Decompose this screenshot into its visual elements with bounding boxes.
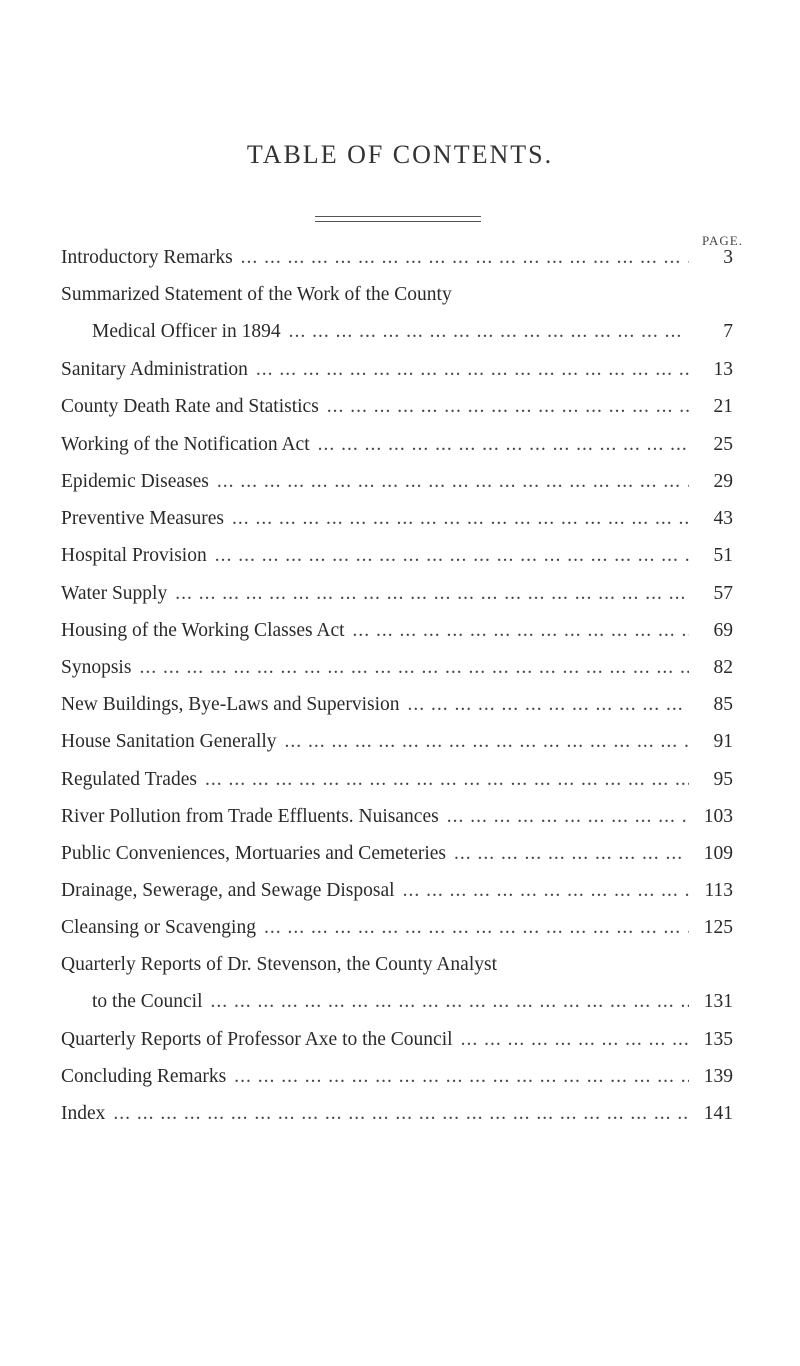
toc-entry[interactable] [61, 244, 733, 272]
toc-entry-page: 141 [703, 1103, 733, 1124]
toc-entry-label: Quarterly Reports of Dr. Stevenson, the County Analyst [61, 954, 497, 975]
toc-entry[interactable] [61, 1026, 733, 1054]
dot-leader [277, 728, 689, 756]
dot-leader [453, 1026, 689, 1054]
dot-leader [167, 580, 689, 608]
toc-entry-page: 135 [703, 1029, 733, 1050]
dot-leader [105, 1100, 689, 1128]
toc-entry-label: Summarized Statement of the Work of the County [61, 284, 452, 305]
toc-entry[interactable] [61, 728, 733, 756]
toc-entry-page: 91 [713, 731, 733, 752]
dot-leader [400, 691, 689, 719]
toc-entry-page: 51 [713, 545, 733, 566]
toc-entry-label: River Pollution from Trade Effluents. Nuisances [61, 806, 439, 827]
dot-leader [281, 318, 689, 346]
toc-entry-label: Working of the Notification Act [61, 434, 310, 455]
toc-entry-label: Quarterly Reports of Professor Axe to the Council [61, 1029, 453, 1050]
toc-entry-label: Hospital Provision [61, 545, 207, 566]
toc-entry[interactable] [61, 654, 733, 682]
toc-entry[interactable] [61, 580, 733, 608]
toc-entry-label: Introductory Remarks [61, 247, 233, 268]
page-column-header: PAGE. [701, 233, 743, 248]
toc-entry-label-continued: Medical Officer in 1894 [92, 321, 281, 342]
toc-entry[interactable] [61, 877, 733, 905]
toc-entry-page: 95 [713, 769, 733, 790]
toc-entry-label: Housing of the Working Classes Act [61, 620, 345, 641]
toc-entry[interactable] [61, 951, 733, 1016]
toc-entry-page: 57 [713, 583, 733, 604]
toc-entry[interactable] [61, 840, 733, 868]
dot-leader [345, 617, 689, 645]
toc-entry-label: Preventive Measures [61, 508, 224, 529]
dot-leader [248, 356, 689, 384]
toc-entry[interactable] [61, 542, 733, 570]
toc-entry-page: 109 [703, 843, 733, 864]
toc-entry[interactable] [61, 691, 733, 719]
toc-entry-label: Drainage, Sewerage, and Sewage Disposal [61, 880, 395, 901]
toc-entry-page: 3 [723, 247, 733, 268]
toc-entry[interactable] [61, 356, 733, 384]
dot-leader [197, 766, 689, 794]
dot-leader [209, 468, 689, 496]
title-rule-lower [315, 221, 481, 222]
dot-leader [310, 431, 689, 459]
toc-entry-page: 43 [713, 508, 733, 529]
dot-leader [203, 988, 690, 1016]
toc-entry[interactable] [61, 1100, 733, 1128]
toc-entry-page: 125 [703, 917, 733, 938]
toc-entry-page: 13 [713, 359, 733, 380]
toc-entry-label: Regulated Trades [61, 769, 197, 790]
toc-entry-page: 113 [704, 880, 733, 901]
toc-entry-label: Public Conveniences, Mortuaries and Cemeteries [61, 843, 447, 864]
dot-leader [226, 1063, 689, 1091]
toc-entry-page: 69 [713, 620, 733, 641]
toc-entry[interactable] [61, 393, 733, 421]
toc-entry-label: Water Supply [61, 583, 168, 604]
toc-entry-label: Synopsis [61, 657, 132, 678]
toc-entry-label-continued: to the Council [92, 991, 203, 1012]
dot-leader [319, 393, 689, 421]
toc-entry-page: 131 [703, 991, 733, 1012]
toc-entry-label: Concluding Remarks [61, 1066, 227, 1087]
toc-entry-label: County Death Rate and Statistics [61, 396, 319, 417]
dot-leader [395, 877, 689, 905]
toc-entry-page: 29 [713, 471, 733, 492]
dot-leader [207, 542, 689, 570]
title-rule-upper [315, 216, 481, 217]
toc-entry-label: New Buildings, Bye-Laws and Supervision [61, 694, 400, 715]
toc-entry-page: 21 [713, 396, 733, 417]
toc-entry-page: 139 [703, 1066, 733, 1087]
toc-entry-label: Index [61, 1103, 106, 1124]
toc-entry-label: Epidemic Diseases [61, 471, 209, 492]
toc-entry-label: Cleansing or Scavenging [61, 917, 256, 938]
toc-entry-label: Sanitary Administration [61, 359, 248, 380]
dot-leader [131, 654, 689, 682]
toc-entry-page: 7 [723, 321, 733, 342]
toc-entry[interactable] [61, 617, 733, 645]
toc-entry-page: 85 [713, 694, 733, 715]
dot-leader [439, 803, 689, 831]
toc-entry[interactable] [61, 431, 733, 459]
dot-leader [224, 505, 689, 533]
toc-entry[interactable] [61, 766, 733, 794]
toc-entry-page: 103 [703, 806, 733, 827]
toc-entry[interactable] [61, 505, 733, 533]
dot-leader [256, 914, 689, 942]
toc-entry-label: House Sanitation Generally [61, 731, 277, 752]
toc-entry[interactable] [61, 1063, 733, 1091]
toc-entry[interactable] [61, 914, 733, 942]
dot-leader [233, 244, 689, 272]
page-title: TABLE OF CONTENTS. [246, 140, 554, 169]
toc-entry[interactable] [61, 803, 733, 831]
toc-entry[interactable] [61, 281, 733, 346]
dot-leader [446, 840, 689, 868]
toc-entry-page: 82 [713, 657, 733, 678]
toc-entry-page: 25 [713, 434, 733, 455]
toc-entry[interactable] [61, 468, 733, 496]
